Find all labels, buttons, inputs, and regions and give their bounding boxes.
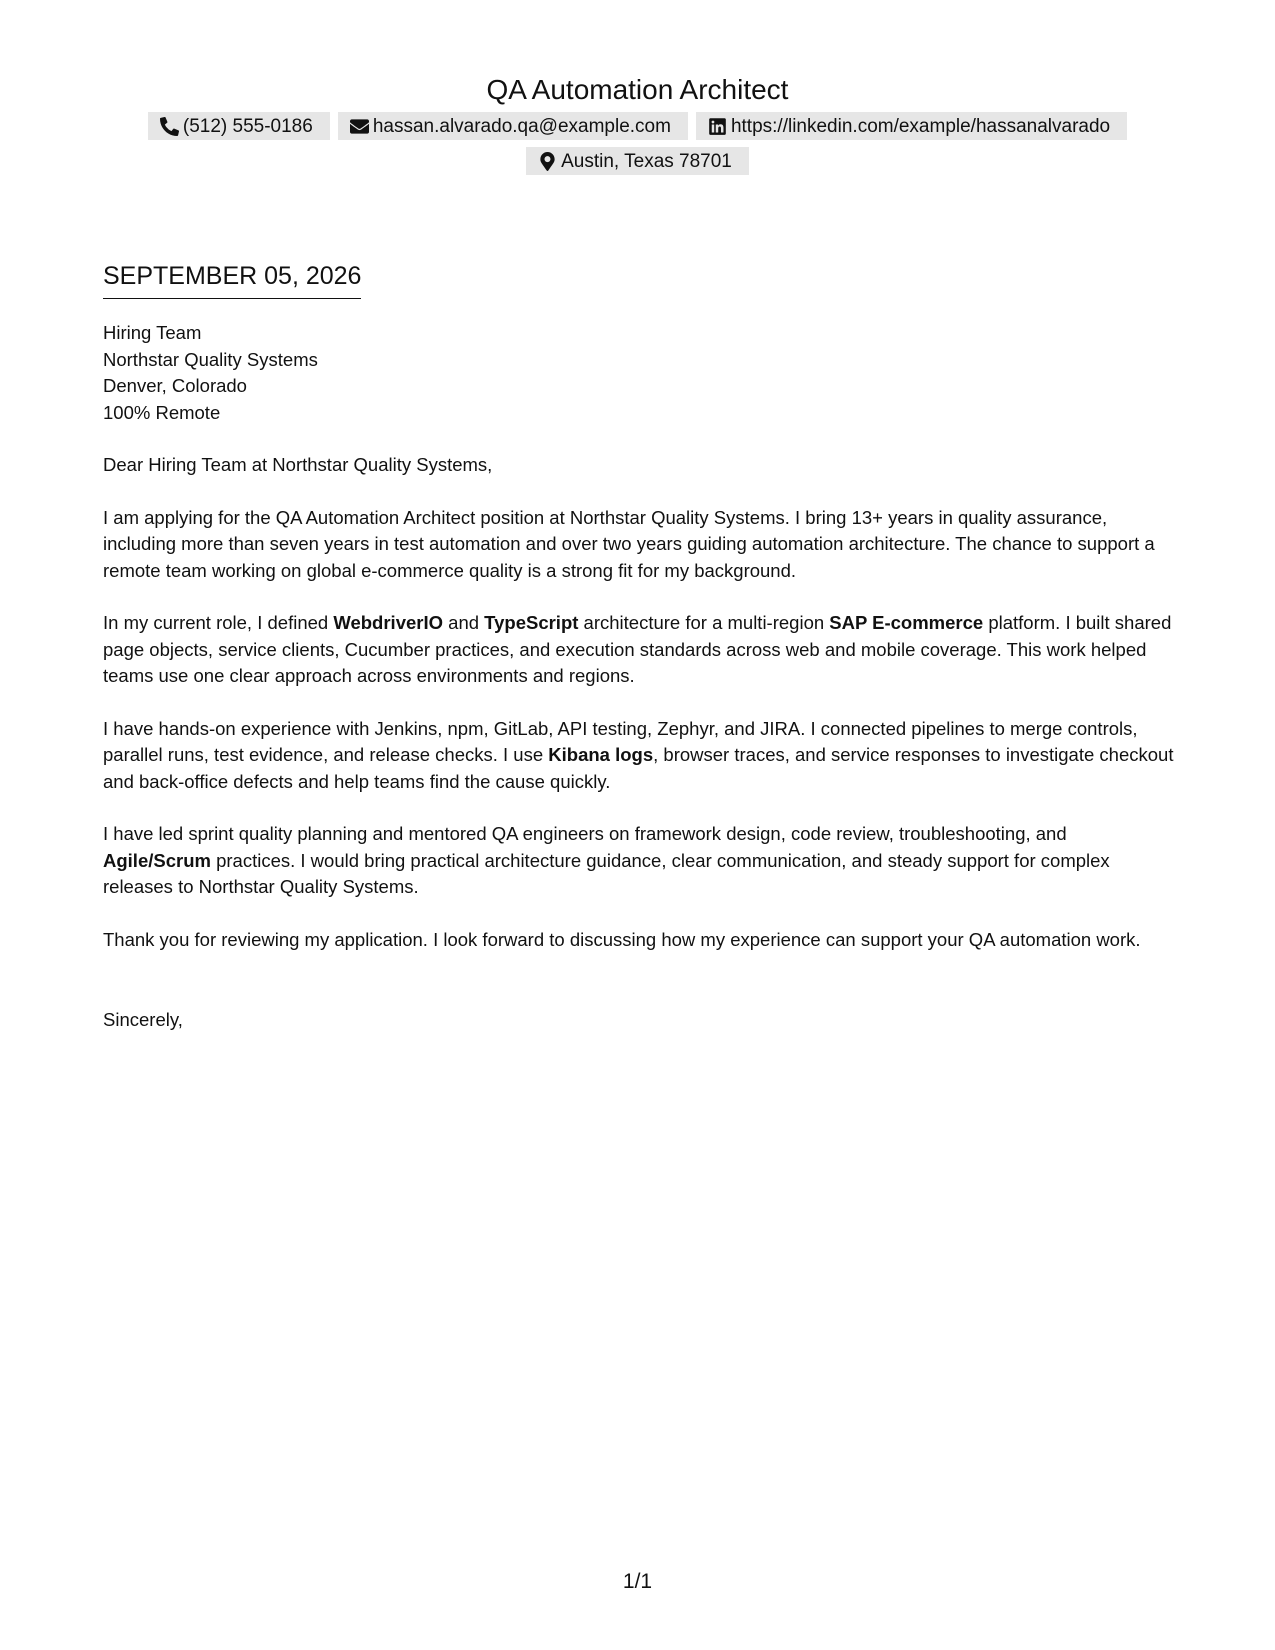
contact-row-location — [0, 147, 1275, 175]
phone-icon — [160, 117, 179, 136]
email-chip[interactable] — [338, 112, 688, 140]
text-run: I have led sprint quality planning and mentored QA engineers on framework design, code review, troubleshooting, and — [103, 823, 1067, 844]
text-run: , browser traces, and service responses to investigate checkout and back-office defects and help teams find the cause quickly. — [103, 744, 1174, 792]
paragraph-leadership — [103, 821, 1178, 901]
location-chip — [526, 147, 749, 175]
keyword-bold: WebdriverIO — [333, 612, 444, 633]
paragraph-tools — [103, 716, 1178, 796]
letter-date: SEPTEMBER 05, 2026 — [103, 258, 361, 299]
salutation: Dear Hiring Team at Northstar Quality Systems, — [103, 454, 493, 475]
text-run: architecture for a multi-region — [578, 612, 830, 633]
recipient-line: Northstar Quality Systems — [103, 348, 318, 370]
recipient-line: Denver, Colorado — [103, 375, 247, 396]
text-run: I have hands-on experience with Jenkins, npm, GitLab, API testing, Zephyr, and JIRA. I connected pipelines to merge controls, parallel runs, test evidence, and release checks. I use — [103, 717, 1138, 765]
email-link[interactable]: hassan.alvarado.qa@example.com — [372, 115, 671, 137]
phone-text: (512) 555-0186 — [182, 115, 313, 137]
paragraph-thanks: Thank you for reviewing my application. I look forward to discussing how my experience can support your QA automation work. — [103, 928, 1141, 950]
text-run: and — [443, 612, 485, 633]
paragraph-intro: I am applying for the QA Automation Architect position at Northstar Quality Systems. I bring 13+ years in quality assurance, including more than seven years in test automation and over two years guiding automation architecture. The chance to support a remote team working on global e-commerce quality is a strong fit for my background. — [103, 506, 1155, 581]
letter-header — [0, 70, 1275, 175]
linkedin-chip[interactable] — [696, 112, 1127, 140]
paragraph-current-role — [103, 610, 1178, 690]
keyword-bold: Agile/Scrum — [103, 849, 211, 871]
linkedin-link[interactable]: https://linkedin.com/example/hassanalvarado — [730, 115, 1111, 137]
text-run: platform. I built shared page objects, service clients, Cucumber practices, and execution standards across web and mobile coverage. This work helped teams use one clear approach across environments and regions. — [103, 612, 1172, 686]
keyword-bold: SAP E-commerce — [829, 612, 984, 633]
location-text: Austin, Texas 78701 — [561, 150, 732, 172]
map-marker-icon — [538, 152, 557, 171]
recipient-line: Hiring Team — [103, 322, 202, 343]
contact-row — [0, 112, 1275, 140]
recipient-address — [103, 320, 1178, 426]
linkedin-icon — [708, 117, 727, 136]
keyword-bold: TypeScript — [484, 612, 579, 633]
letter-body — [103, 320, 1178, 1034]
page-title: QA Automation Architect — [486, 74, 789, 105]
phone-chip — [148, 112, 330, 140]
envelope-icon — [350, 117, 369, 136]
closing: Sincerely, — [103, 1009, 183, 1030]
page-number: 1/1 — [622, 1570, 653, 1593]
text-run: practices. I would bring practical architecture guidance, clear communication, and steady support for complex releases to Northstar Quality Systems. — [103, 849, 1110, 897]
keyword-bold: Kibana logs — [548, 744, 654, 765]
recipient-line: 100% Remote — [103, 401, 221, 423]
text-run: In my current role, I defined — [103, 612, 334, 633]
